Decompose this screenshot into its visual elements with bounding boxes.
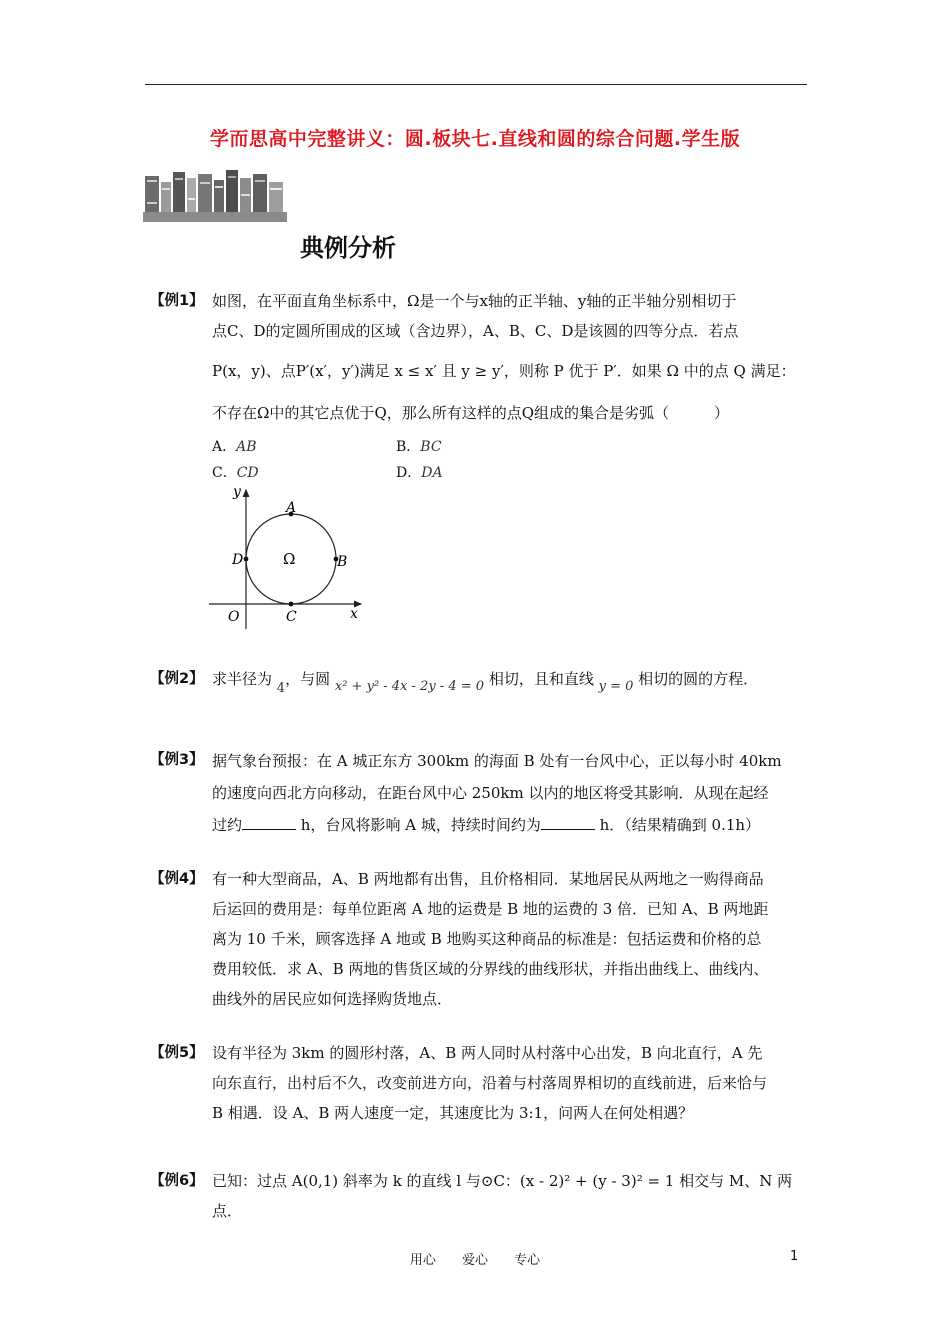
text-line: B 相遇．设 A、B 两人速度一定，其速度比为 3:1，问两人在何处相遇？ — [212, 1104, 694, 1122]
example-3 — [150, 745, 814, 841]
d-label: D — [232, 552, 244, 568]
text-line: 有一种大型商品，A、B 两地都有出售，且价格相同．某地居民从两地之一购得商品 — [212, 870, 764, 888]
text-line: 点C、D的定圆所围成的区域（含边界），A、B、C、D是该圆的四等分点．若点 — [212, 322, 739, 340]
point-c — [289, 602, 294, 607]
page-number: 1 — [790, 1249, 799, 1264]
example-tag: 【例3】 — [150, 752, 204, 768]
example-2: 【例2】 求半径为 4，与圆 x² + y² - 4x - 2y - 4 = 0 相切，且和直线 y = 0 相切的圆的方程． — [150, 664, 814, 696]
section-title: 典例分析 — [300, 234, 396, 262]
example-tag: 【例2】 — [150, 671, 204, 687]
x-label: x — [350, 606, 358, 622]
omega-label: Ω — [283, 550, 296, 568]
text-line: 曲线外的居民应如何选择购货地点． — [212, 990, 453, 1008]
circle-equation: x² + y² - 4x - 2y - 4 = 0 — [334, 679, 485, 694]
example-tag: 【例6】 — [150, 1173, 204, 1189]
c-label: C — [286, 609, 297, 625]
books-icon — [143, 168, 287, 222]
text-line: P(x，y)、点P′(x′，y′)满足 x ≤ x′ 且 y ≥ y′，则称 P 优于 P′．如果 Ω 中的点 Q 满足： — [212, 362, 796, 380]
footer-text: 用心 爱心 专心 — [409, 1253, 541, 1268]
document-title: 学而思高中完整讲义：圆.板块七.直线和圆的综合问题.学生版 — [209, 128, 741, 150]
text-line: 过约 h，台风将影响 A 城，持续时间约为 h．（结果精确到 0.1h） — [212, 816, 761, 834]
option-b: B．BC — [396, 439, 442, 455]
example-tag: 【例1】 — [150, 293, 204, 309]
text-line: 后运回的费用是：每单位距离 A 地的运费是 B 地的运费的 3 倍．已知 A、B 两地距 — [212, 900, 769, 918]
answer-blank-2 — [541, 815, 595, 830]
text-line: 已知：过点 A(0,1) 斜率为 k 的直线 l 与⊙C：(x - 2)² + (y - 3)² = 1 相交与 M、N 两点． — [212, 1172, 793, 1220]
circle-figure — [205, 484, 370, 632]
text-line: 如图，在平面直角坐标系中，Ω是一个与x轴的正半轴、y轴的正半轴分别相切于 — [212, 292, 737, 310]
option-c: C．CD — [212, 465, 259, 481]
example-5 — [150, 1038, 814, 1128]
example-1 — [150, 286, 814, 428]
point-d — [244, 557, 249, 562]
y-label: y — [233, 484, 241, 500]
example-6 — [150, 1166, 814, 1226]
header-rule — [145, 84, 807, 85]
text-line: 费用较低．求 A、B 两地的售货区域的分界线的曲线形状，并指出曲线上、曲线内、 — [212, 960, 769, 978]
b-label: B — [337, 554, 348, 570]
example-4 — [150, 864, 814, 1014]
a-label: A — [286, 500, 297, 516]
text-line: 的速度向西北方向移动，在距台风中心 250km 以内的地区将受其影响．从现在起经 — [212, 784, 769, 802]
text-line: 据气象台预报：在 A 城正东方 300km 的海面 B 处有一台风中心，正以每小时 40km — [212, 752, 782, 770]
o-label: O — [228, 609, 240, 625]
text-line: 离为 10 千米，顾客选择 A 地或 B 地购买这种商品的标准是：包括运费和价格的总 — [212, 930, 762, 948]
option-a: A．AB — [212, 439, 257, 455]
text-line: 向东直行，出村后不久，改变前进方向，沿着与村落周界相切的直线前进，后来恰与 — [212, 1074, 768, 1092]
text-line: 不存在Ω中的其它点优于Q，那么所有这样的点Q组成的集合是劣弧（ ） — [212, 404, 730, 422]
answer-blank-1 — [242, 815, 296, 830]
example-tag: 【例4】 — [150, 871, 204, 887]
text-line: 设有半径为 3km 的圆形村落，A、B 两人同时从村落中心出发，B 向北直行，A 先 — [212, 1044, 763, 1062]
example-tag: 【例5】 — [150, 1045, 204, 1061]
option-d: D．DA — [396, 465, 443, 481]
